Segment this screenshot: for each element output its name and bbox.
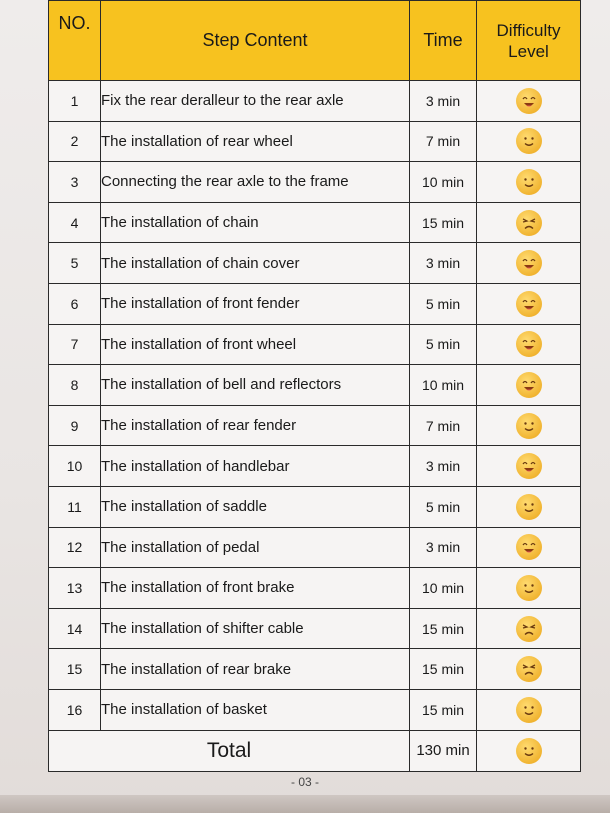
table-row	[49, 527, 581, 568]
step-number: 1	[49, 81, 101, 122]
step-time: 7 min	[410, 121, 477, 162]
total-label: Total	[49, 730, 410, 771]
smile-face-icon	[516, 128, 542, 154]
step-content: The installation of shifter cable	[101, 608, 410, 649]
step-content: The installation of chain	[101, 202, 410, 243]
step-difficulty	[477, 527, 581, 568]
happy-face-icon	[516, 453, 542, 479]
step-content: The installation of front brake	[101, 568, 410, 609]
step-time: 5 min	[410, 283, 477, 324]
step-number: 15	[49, 649, 101, 690]
page-edge-shadow	[0, 795, 610, 813]
step-content: Fix the rear deralleur to the rear axle	[101, 81, 410, 122]
header-difficulty-level: Difficulty Level	[477, 1, 581, 81]
step-difficulty	[477, 324, 581, 365]
step-number: 7	[49, 324, 101, 365]
smile-face-icon	[516, 575, 542, 601]
step-difficulty	[477, 283, 581, 324]
step-number: 16	[49, 689, 101, 730]
table-row	[49, 689, 581, 730]
step-content: The installation of pedal	[101, 527, 410, 568]
step-difficulty	[477, 121, 581, 162]
step-content: The installation of chain cover	[101, 243, 410, 284]
step-time: 3 min	[410, 446, 477, 487]
table-row	[49, 568, 581, 609]
table-row	[49, 81, 581, 122]
table-row	[49, 162, 581, 203]
step-difficulty	[477, 568, 581, 609]
happy-face-icon	[516, 534, 542, 560]
step-content: Connecting the rear axle to the frame	[101, 162, 410, 203]
step-number: 9	[49, 405, 101, 446]
table-row	[49, 365, 581, 406]
step-difficulty	[477, 81, 581, 122]
step-time: 10 min	[410, 568, 477, 609]
step-difficulty	[477, 446, 581, 487]
table-row	[49, 202, 581, 243]
happy-face-icon	[516, 291, 542, 317]
step-content: The installation of front fender	[101, 283, 410, 324]
step-content: The installation of rear brake	[101, 649, 410, 690]
table-row	[49, 649, 581, 690]
step-difficulty	[477, 608, 581, 649]
smile-face-icon	[516, 738, 542, 764]
table-row	[49, 405, 581, 446]
step-content: The installation of front wheel	[101, 324, 410, 365]
page-number: - 03 -	[290, 775, 319, 789]
frown-face-icon	[516, 656, 542, 682]
step-number: 3	[49, 162, 101, 203]
step-content: The installation of bell and reflectors	[101, 365, 410, 406]
step-number: 6	[49, 283, 101, 324]
step-content: The installation of basket	[101, 689, 410, 730]
step-number: 5	[49, 243, 101, 284]
step-time: 7 min	[410, 405, 477, 446]
step-number: 11	[49, 486, 101, 527]
step-content: The installation of handlebar	[101, 446, 410, 487]
step-difficulty	[477, 689, 581, 730]
happy-face-icon	[516, 250, 542, 276]
assembly-steps-table	[48, 0, 581, 772]
step-difficulty	[477, 365, 581, 406]
step-time: 10 min	[410, 365, 477, 406]
smile-face-icon	[516, 413, 542, 439]
table-row	[49, 283, 581, 324]
total-row	[49, 730, 581, 771]
step-time: 3 min	[410, 81, 477, 122]
step-number: 4	[49, 202, 101, 243]
step-number: 14	[49, 608, 101, 649]
step-time: 5 min	[410, 486, 477, 527]
total-time: 130 min	[410, 730, 477, 771]
header-time: Time	[410, 1, 477, 81]
table-row	[49, 446, 581, 487]
happy-face-icon	[516, 372, 542, 398]
table-row	[49, 243, 581, 284]
smile-face-icon	[516, 697, 542, 723]
step-difficulty	[477, 162, 581, 203]
step-difficulty	[477, 649, 581, 690]
table-header-row	[49, 1, 581, 81]
happy-face-icon	[516, 88, 542, 114]
smile-face-icon	[516, 169, 542, 195]
step-time: 5 min	[410, 324, 477, 365]
step-time: 3 min	[410, 243, 477, 284]
step-time: 15 min	[410, 202, 477, 243]
step-number: 12	[49, 527, 101, 568]
table-row	[49, 486, 581, 527]
step-content: The installation of saddle	[101, 486, 410, 527]
step-time: 15 min	[410, 608, 477, 649]
step-number: 8	[49, 365, 101, 406]
step-time: 15 min	[410, 689, 477, 730]
step-time: 3 min	[410, 527, 477, 568]
step-difficulty	[477, 486, 581, 527]
step-number: 2	[49, 121, 101, 162]
step-difficulty	[477, 202, 581, 243]
step-number: 10	[49, 446, 101, 487]
table-row	[49, 324, 581, 365]
step-content: The installation of rear wheel	[101, 121, 410, 162]
frown-face-icon	[516, 210, 542, 236]
step-time: 10 min	[410, 162, 477, 203]
step-time: 15 min	[410, 649, 477, 690]
frown-face-icon	[516, 616, 542, 642]
table-row	[49, 121, 581, 162]
step-number: 13	[49, 568, 101, 609]
table-row	[49, 608, 581, 649]
step-difficulty	[477, 405, 581, 446]
header-step-content: Step Content	[101, 1, 410, 81]
step-difficulty	[477, 243, 581, 284]
smile-face-icon	[516, 494, 542, 520]
step-content: The installation of rear fender	[101, 405, 410, 446]
total-difficulty-cell	[477, 730, 581, 771]
header-no: NO.	[49, 1, 101, 81]
happy-face-icon	[516, 331, 542, 357]
